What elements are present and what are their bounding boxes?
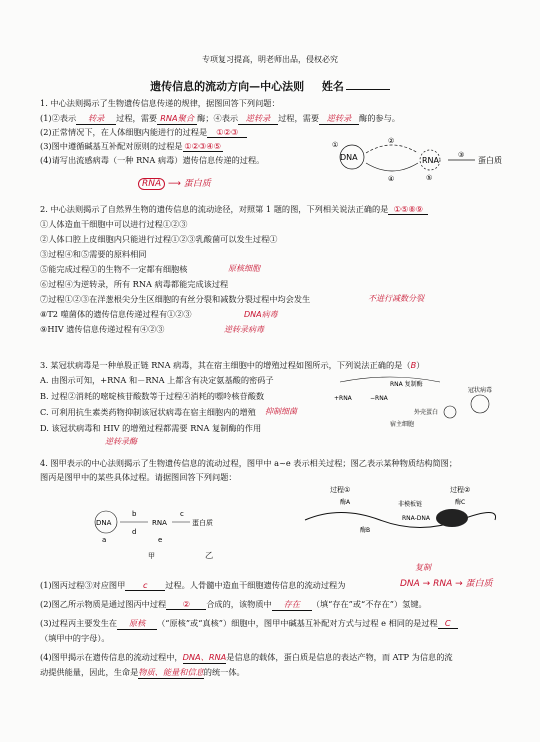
enzyme-c [436,509,468,527]
q1-l2-answer: ①②③ [207,127,247,138]
label-plus-rna: +RNA [334,395,352,402]
q2-opt-9: ⑨HIV 遗传信息传递过程有④②③ [40,324,165,334]
jia-rna: RNA [152,519,167,527]
q4-line1 [40,580,345,591]
q3-note-1: 抑制细菌 [265,407,297,416]
q1-l3-answer: ①②③④⑤ [184,141,221,151]
diagram-dna: DNA [340,153,358,162]
q2-opt-3: ③过程④和⑤需要的原料相同 [40,249,147,259]
q1-l1-c-answer: 逆转录 [238,113,278,125]
q4-1a-answer: c [125,580,165,591]
q1-l1-d: 过程，需要 [278,113,320,123]
q3-opt-d: D. 该冠状病毒和 HIV 的增殖过程都需要 RNA 复制酶的作用 [40,423,262,433]
q4-line3 [40,618,458,630]
q4-2a: (2)图乙所示物质是通过图丙中过程 [40,599,167,609]
q4-1b: 过程。人骨髓中造血干细胞遗传信息的流动过程为 [165,580,346,590]
q4-intro: 4. 图甲表示的中心法则揭示了生物遗传信息的流动过程，图甲中 a~e 表示相关过程；图乙表示某种物质结构简图； [40,458,458,468]
q2-note-4: 逆转录病毒 [224,325,264,334]
q3-note-2: 逆转录酶 [105,437,137,446]
protein-circle [444,406,456,418]
q2-note-1: 原核细胞 [228,264,260,273]
name-blank [346,89,390,90]
q4-1a: (1)图丙过程③对应图甲 [40,580,126,590]
bing-process-1: 过程① [330,486,351,494]
q4-4d: 的统一体。 [203,667,245,677]
page-title [0,78,540,94]
q1-l3: (3)图中遵循碱基互补配对原则的过程是 [40,141,183,151]
q1-l1-c: 酶；④表示 [197,113,239,123]
q4-2b-answer: 存在 [272,599,312,611]
q4-line4 [40,652,453,664]
q1-line2 [40,127,247,138]
q2-opt-1: ①人体造血干细胞中可以进行过程①②③ [40,219,188,229]
bing-hybrid: RNA-DNA [402,515,431,522]
bing-process-2: 过程② [450,486,471,494]
q4-3a: (3)过程丙主要发生在 [40,618,118,628]
label-host-cell: 宿主细胞 [390,421,415,428]
q4-4c-answer: 物质、能量和信息 [138,667,204,677]
diagram-num-2: ② [388,137,395,145]
bing-enzyme-b: 酶B [360,527,371,534]
page-header: 专项复习提高，明老师出品，侵权必究 [202,55,338,64]
q2-answer: ①⑤⑧⑨ [388,204,428,215]
label-coat-protein: 外壳蛋白 [414,409,439,416]
q3-opt-c: C. 可利用抗生素类药物抑制该冠状病毒在宿主细胞内的增殖 [40,407,256,417]
q4-1-handwritten: DNA → RNA → 蛋白质 [400,579,493,589]
q1-ans-rna: RNA [138,178,165,190]
jia-d: d [132,528,137,536]
q2-opt-2: ②人体口腔上皮细胞内只能进行过程①②③乳酸菌可以发生过程① [40,234,278,244]
q4-intro2: 图丙是图甲中的某些具体过程。请据图回答下列问题： [40,472,237,482]
label-minus-rna: −RNA [370,395,388,402]
q1-l1-d-answer: 逆转录 [319,113,359,125]
q1-line3 [40,141,223,152]
q1-intro: 1. 中心法则揭示了生物遗传信息传递的规律，据图回答下列问题： [40,98,280,108]
q2-note-3: DNA病毒 [244,310,278,319]
q2-opt-5: ⑤能完成过程①的生物不一定都有细胞核 [40,264,188,274]
name-label: 姓名 [321,80,344,93]
q2-opt-6: ⑥过程④为逆转录，所有 RNA 病毒都能完成该过程 [40,279,229,289]
coronavirus-diagram [330,372,505,430]
q4-2c: （填“存在”或“不存在”）氢键。 [311,599,427,609]
transcription-arrow [366,145,418,153]
q4-4c: 动提供能量，因此，生命是 [40,667,139,677]
q4-2b: 合成的，该物质中 [206,599,272,609]
diagram-jia [90,502,220,562]
q2-intro-text: 2. 中心法则揭示了自然界生物的遗传信息的流动途径，对照第 1 题的图，下列相关说法正确的是 [40,204,389,214]
q2-opt-8: ⑧T2 噬菌体的遗传信息传递过程有①②③ [40,309,192,319]
q3-intro: 3. 某冠状病毒是一种单股正链 RNA 病毒，其在宿主细胞中的增殖过程如图所示，下列说法正确的是（B） [40,360,425,370]
q2-note-2: 不进行减数分裂 [368,294,424,303]
jia-e: e [158,536,163,544]
diagram-num-5: ⑤ [426,174,433,182]
q1-l1-b: 过程，需要 [116,113,158,123]
q1-line1 [40,113,400,125]
q4-1-copy-note: 复制 [415,563,431,572]
jia-protein: 蛋白质 [192,519,213,527]
q4-3b-answer: C [438,618,458,629]
q2-opt-7: ⑦过程①②③在洋葱根尖分生区细胞的有丝分裂和减数分裂过程中均会发生 [40,294,311,304]
bing-nontemplate: 非模板链 [398,501,423,508]
q4-line2 [40,599,427,611]
diagram-num-4: ④ [388,175,395,183]
q3-opt-b: B. 过程②消耗的嘧啶核苷酸数等于过程④消耗的嘌呤核苷酸数 [40,391,265,401]
q3-intro-text: 3. 某冠状病毒是一种单股正链 RNA 病毒，其在宿主细胞中的增殖过程如图所示，下列说法正确的是 [40,360,403,370]
q4-3b: （“原核”或“真核”）细胞中，图甲中碱基互补配对方式与过程 e 相同的是过程 [157,618,438,628]
diagram-protein: 蛋白质 [478,156,502,165]
title-text: 遗传信息的流动方向—中心法则 [150,80,305,93]
diagram-rna: RNA [422,156,440,165]
virus-circle [471,395,489,413]
q2-intro [40,204,428,215]
jia-dna: DNA [96,519,112,527]
q4-4b: 是信息的载体，蛋白质是信息的表达产物，而 ATP 为信息的流 [226,652,453,662]
q4-4a-answer: DNA、RNA [182,652,227,662]
diagram-num-1: ① [332,141,339,149]
q3-opt-a: A. 由图示可知，+RNA 和－RNA 上都含有决定氨基酸的密码子 [40,375,274,385]
q4-4a: (4)图甲揭示在遗传信息的流动过程中， [40,652,183,662]
q4-3a-answer: 原核 [117,618,157,630]
q4-line3b: （填甲中的字母）。 [40,633,110,643]
q4-2a-answer: ② [166,599,206,610]
jia-b: b [132,510,137,518]
label-coronavirus: 冠状病毒 [468,387,493,394]
yi-caption: 乙 [205,550,214,560]
central-dogma-diagram [330,135,520,190]
q3-answer: B [410,360,417,370]
q4-line5 [40,667,245,679]
jia-caption: 甲 [148,552,155,560]
jia-c: c [180,510,184,518]
label-rna-replicase: RNA 复制酶 [390,381,423,388]
q1-ans-protein: 蛋白质 [183,179,211,189]
bing-enzyme-c-label: 酶C [455,499,466,506]
q1-l1-e: 酶的参与。 [359,113,400,123]
diagram-bing [300,480,500,560]
jia-a: a [102,536,107,544]
q1-l1-b-answer: RNA聚合 [157,113,197,125]
q1-l1-a: (1)②表示 [40,113,77,123]
diagram-num-3: ③ [458,151,465,159]
q1-line4: (4)请写出流感病毒（一种 RNA 病毒）遗传信息传递的过程。 [40,155,265,165]
bing-enzyme-a: 酶A [340,499,351,506]
reverse-transcription-arrow [366,163,418,171]
q1-l1-a-answer: 转录 [76,113,116,125]
q1-handwritten-answer: RNA ⟶ 蛋白质 [138,176,211,189]
q1-l2: (2)正常情况下，在人体细胞内能进行的过程是 [40,127,208,137]
